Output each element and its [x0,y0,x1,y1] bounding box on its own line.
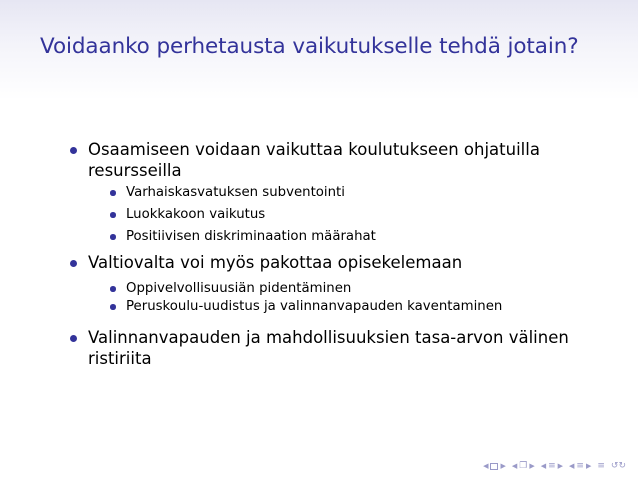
sub-bullet-text: Positiivisen diskriminaation määrahat [126,229,376,244]
sub-bullet-text: Peruskoulu-uudistus ja valinnanvapauden kaventaminen [126,299,503,314]
sub-bullet-item [110,184,345,201]
bullet-marker [70,335,77,342]
sub-bullet-text: Luokkakoon vaikutus [126,207,266,222]
nav-subsection-icon[interactable]: ◀ ❐ ▶ [511,461,535,471]
nav-frame-icon[interactable]: ◀ ▶ [483,462,506,470]
bullet-marker [70,260,77,267]
bullet-text-continuation: ristiriita [88,349,152,368]
bullet-text-continuation: resursseilla [88,161,182,180]
slide-title: Voidaanko perhetausta vaikutukselle tehdä jotain? [40,34,579,59]
sub-bullet-marker [110,286,116,292]
sub-bullet-marker [110,304,116,310]
bullet-marker [70,147,77,154]
bullet-text: Valtiovalta voi myös pakottaa opisekelemaan [88,253,463,272]
sub-bullet-marker [110,190,116,196]
nav-section-icon[interactable]: ◀ ≡ ▶ [540,461,564,471]
sub-bullet-marker [110,212,116,218]
sub-bullet-marker [110,234,116,240]
bullet-item [70,327,569,369]
bullet-item [70,252,462,273]
sub-bullet-item [110,298,502,315]
nav-slide-icon[interactable]: ◀ ≡ ▶ [569,461,592,471]
bullet-item [70,139,540,181]
sub-bullet-item [110,280,351,297]
sub-bullet-text: Varhaiskasvatuksen subventointi [126,185,345,200]
sub-bullet-text: Oppivelvollisuusiän pidentäminen [126,281,352,296]
sub-bullet-item [110,228,376,245]
bullet-text: Valinnanvapauden ja mahdollisuuksien tasa-arvon välinen [88,328,569,347]
navigation-bar [483,462,626,471]
nav-search-icon[interactable]: ↺↻ [610,461,626,471]
sub-bullet-item [110,206,265,223]
nav-align-icon[interactable]: ≡ [597,461,605,471]
bullet-text: Osaamiseen voidaan vaikuttaa koulutukseen ohjatuilla [88,140,540,159]
